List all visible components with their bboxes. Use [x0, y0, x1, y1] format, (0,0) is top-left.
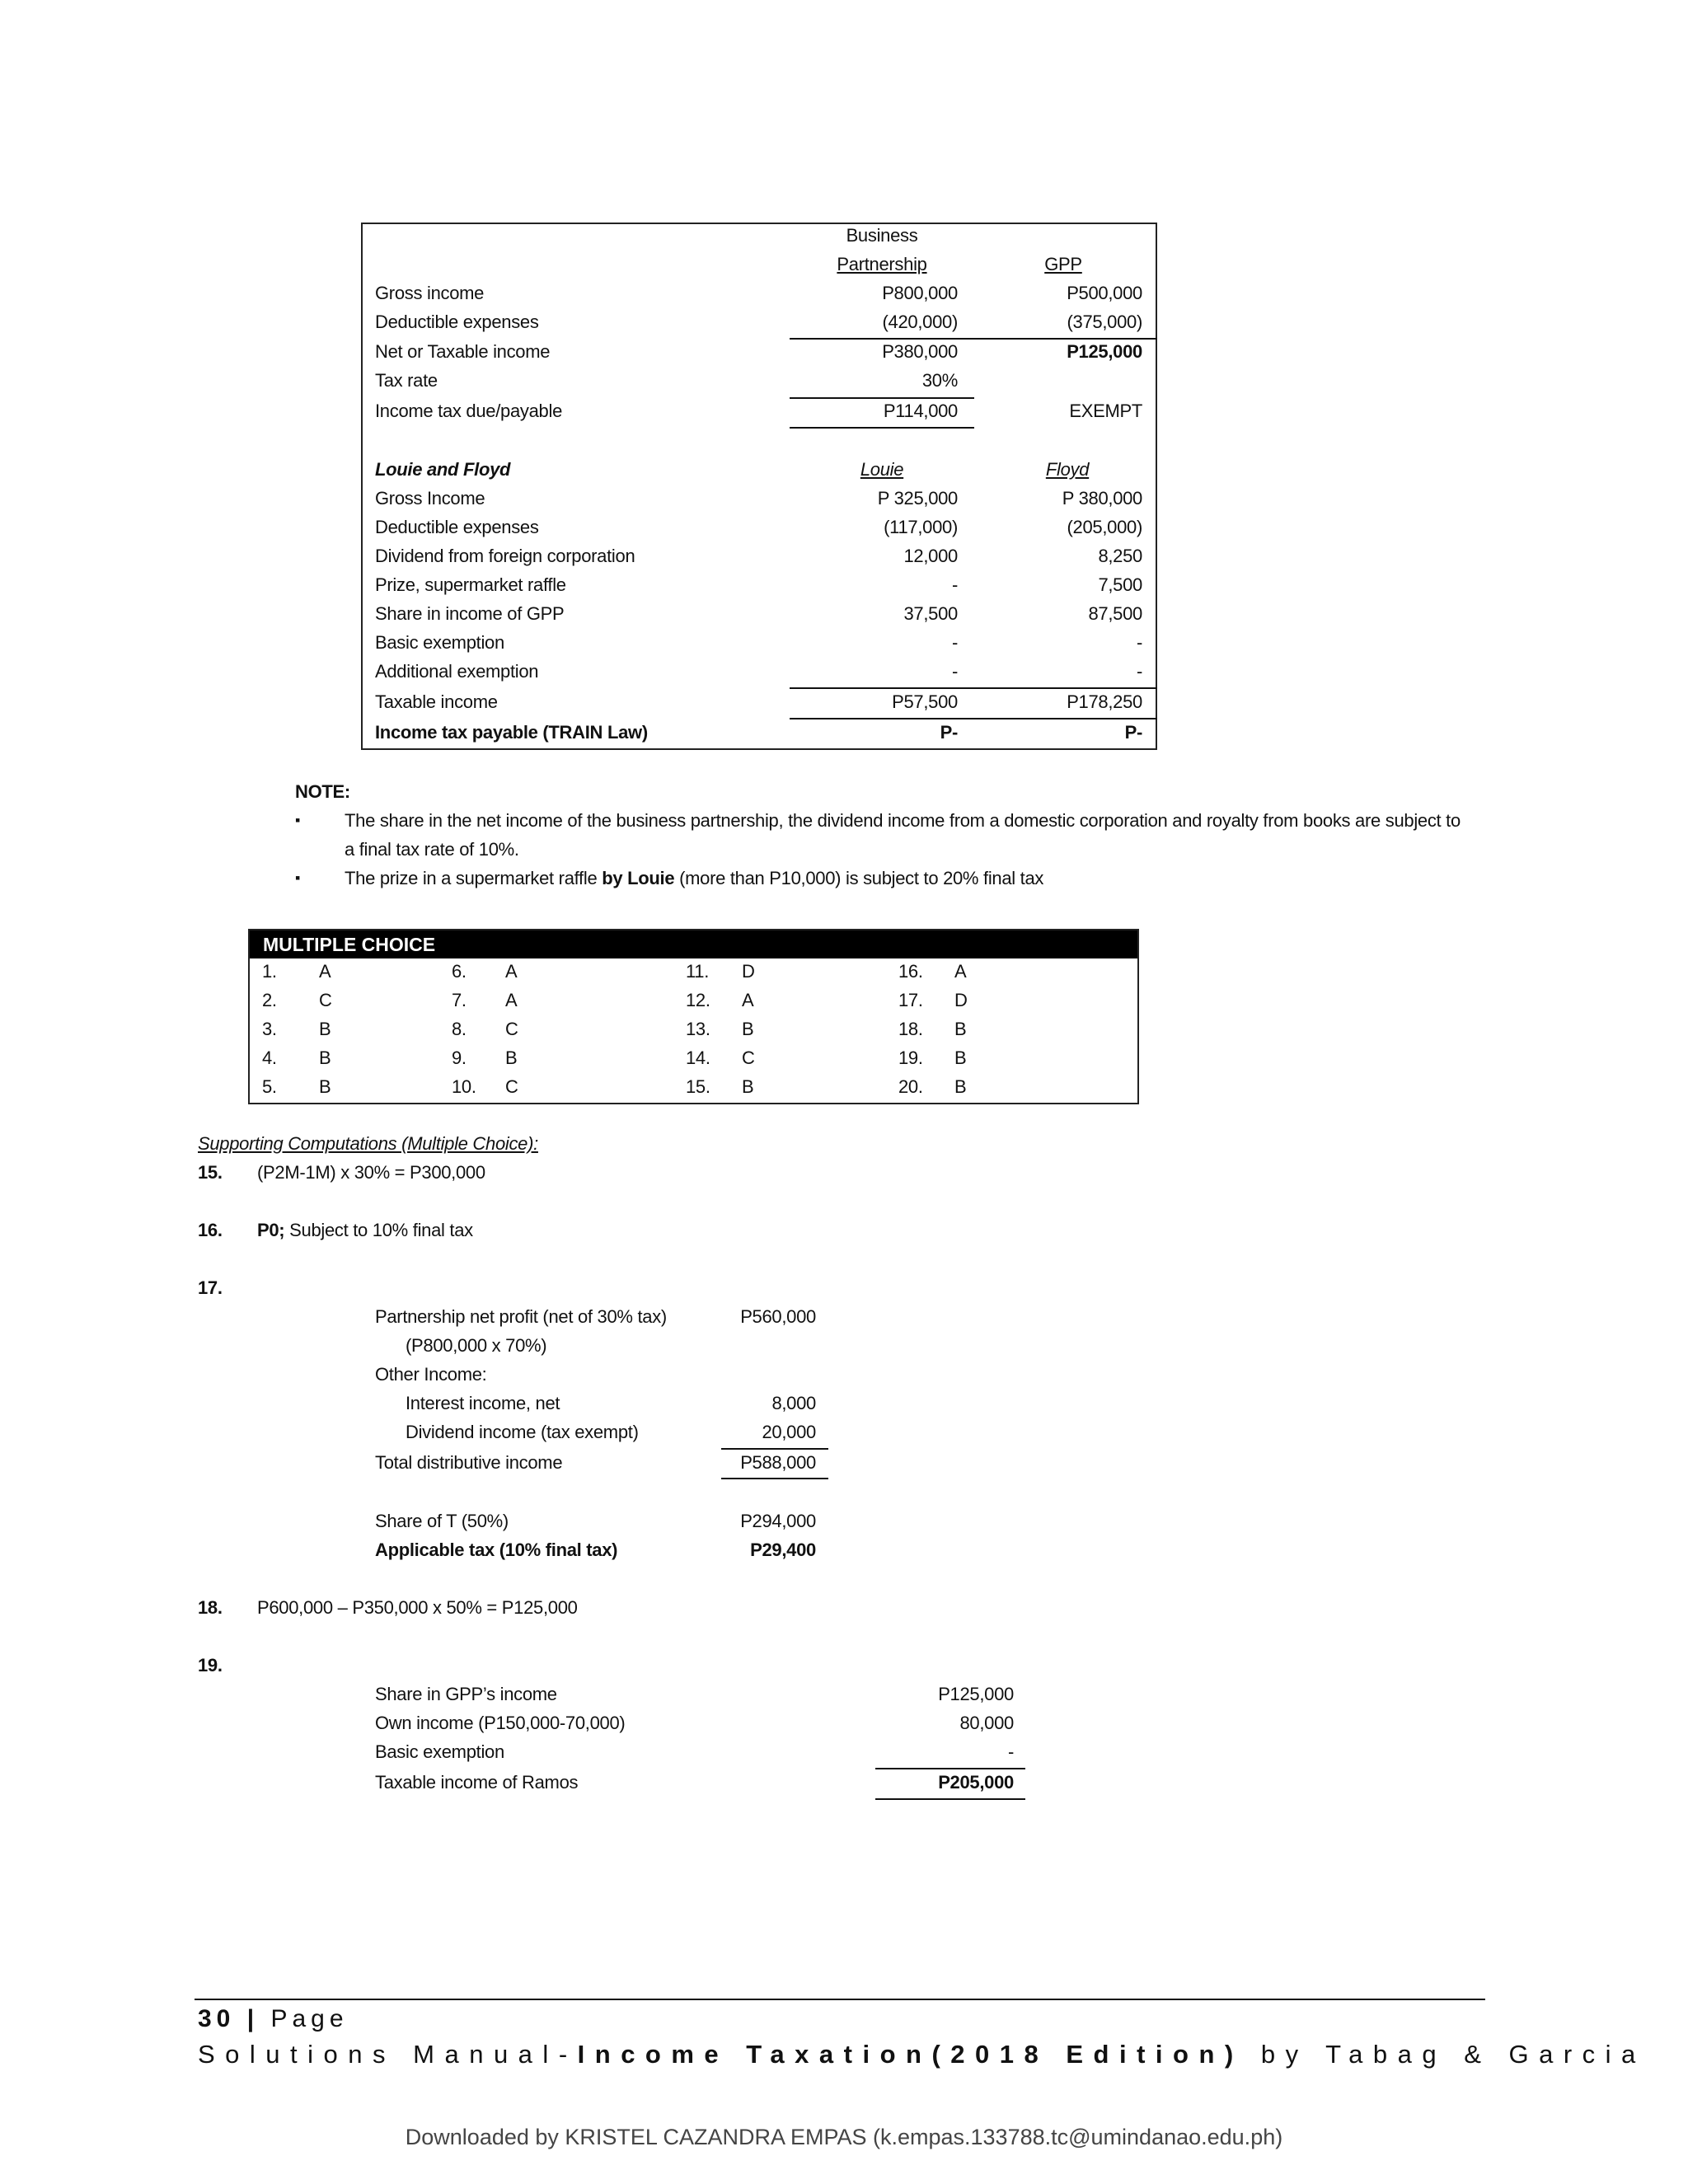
- mc-answer: B: [319, 1047, 331, 1068]
- calc-value: P125,000: [938, 1684, 1014, 1704]
- calc-value: P294,000: [740, 1511, 816, 1531]
- calc-label: Basic exemption: [375, 1741, 504, 1762]
- item-number: 18.: [198, 1597, 223, 1618]
- row-label: Deductible expenses: [375, 312, 539, 332]
- section-title: Louie and Floyd: [375, 459, 511, 480]
- row-label: Net or Taxable income: [375, 341, 551, 362]
- page-separator: |: [246, 2005, 260, 2032]
- bullet-icon: ▪: [295, 869, 301, 886]
- page-num: 30: [198, 2005, 236, 2032]
- calc-value: P29,400: [750, 1540, 816, 1560]
- supporting-title: Supporting Computations (Multiple Choice):: [198, 1133, 538, 1154]
- mc-answer: B: [954, 1076, 967, 1097]
- mc-number: 13.: [686, 1019, 710, 1039]
- calc-label: Partnership net profit (net of 30% tax): [375, 1306, 667, 1327]
- row-value-gpp: P500,000: [1067, 283, 1142, 303]
- mc-number: 2.: [262, 990, 277, 1010]
- calc-label: Share of T (50%): [375, 1511, 509, 1531]
- calc-label: Interest income, net: [406, 1393, 560, 1413]
- row-value-louie: 12,000: [903, 546, 958, 566]
- mc-answer: B: [742, 1076, 754, 1097]
- calc-label: Applicable tax (10% final tax): [375, 1540, 618, 1560]
- mc-number: 12.: [686, 990, 710, 1010]
- note-item-2-bold: by Louie: [602, 868, 675, 888]
- mc-answer: A: [742, 990, 754, 1010]
- note-item-2: [345, 864, 1043, 893]
- row-value-partnership: (420,000): [882, 312, 958, 332]
- row-value-floyd: 87,500: [1088, 603, 1142, 624]
- note-item-2-pre: The prize in a supermarket raffle: [345, 868, 603, 888]
- row-value-floyd: -: [1136, 632, 1142, 653]
- note-item-1: The share in the net income of the business partnership, the dividend income from a domestic corporation and royalty from books are subject to: [345, 810, 1461, 831]
- row-label: Income tax payable (TRAIN Law): [375, 722, 648, 743]
- header-floyd: Floyd: [1045, 459, 1090, 480]
- row-value-floyd: P178,250: [1067, 691, 1142, 712]
- mc-answer: D: [954, 990, 968, 1010]
- calc-value: 20,000: [762, 1422, 816, 1442]
- row-value-gpp: (375,000): [1067, 312, 1142, 332]
- download-notice: Downloaded by KRISTEL CAZANDRA EMPAS (k.empas.133788.tc@umindanao.edu.ph): [405, 2125, 1283, 2149]
- mc-number: 17.: [898, 990, 923, 1010]
- footer-title: [198, 2040, 1646, 2069]
- mc-answer: B: [505, 1047, 518, 1068]
- mc-answer: C: [742, 1047, 755, 1068]
- row-value-louie: P-: [940, 722, 958, 743]
- row-value-floyd: (205,000): [1067, 517, 1142, 537]
- note-item-1-cont: a final tax rate of 10%.: [345, 839, 519, 860]
- calc-label: Own income (P150,000-70,000): [375, 1713, 626, 1733]
- row-value-partnership: P800,000: [882, 283, 958, 303]
- footer-title-pre: Solutions Manual-: [198, 2040, 578, 2069]
- mc-answer: D: [742, 961, 755, 982]
- calc-value: 80,000: [959, 1713, 1014, 1733]
- calc-label: Dividend income (tax exempt): [406, 1422, 639, 1442]
- mc-number: 5.: [262, 1076, 277, 1097]
- row-label: Share in income of GPP: [375, 603, 565, 624]
- mc-answer: C: [319, 990, 332, 1010]
- mc-answer: A: [954, 961, 967, 982]
- header-business: Business: [846, 225, 918, 246]
- calc-label: Total distributive income: [375, 1452, 563, 1473]
- header-gpp: GPP: [1044, 254, 1082, 274]
- header-louie: Louie: [860, 459, 904, 480]
- row-value-louie: -: [951, 574, 958, 595]
- mc-answer: B: [954, 1019, 967, 1039]
- mc-answer: B: [742, 1019, 754, 1039]
- row-value-louie: (117,000): [884, 517, 958, 537]
- mc-number: 16.: [898, 961, 923, 982]
- note-title: NOTE:: [295, 781, 350, 802]
- item-number: 15.: [198, 1162, 223, 1183]
- calc-label: (P800,000 x 70%): [406, 1335, 547, 1356]
- mc-number: 10.: [452, 1076, 476, 1097]
- mc-number: 18.: [898, 1019, 923, 1039]
- row-value-partnership: 30%: [921, 370, 958, 391]
- row-value-gpp: P125,000: [1067, 341, 1142, 362]
- calc-value: P205,000: [938, 1772, 1014, 1793]
- mc-number: 4.: [262, 1047, 277, 1068]
- mc-answer: A: [319, 961, 331, 982]
- mc-number: 14.: [686, 1047, 710, 1068]
- row-label: Gross income: [375, 283, 485, 303]
- row-value-louie: 37,500: [903, 603, 958, 624]
- calc-label: Taxable income of Ramos: [375, 1772, 579, 1793]
- mc-answer: A: [505, 961, 518, 982]
- mc-answer: A: [505, 990, 518, 1010]
- row-label: Additional exemption: [375, 661, 539, 682]
- footer-rule: [195, 1999, 1485, 2000]
- row-value-floyd: 7,500: [1098, 574, 1142, 595]
- row-label: Basic exemption: [375, 632, 504, 653]
- calc-label: Other Income:: [375, 1364, 487, 1385]
- row-value-floyd: P 380,000: [1062, 488, 1142, 509]
- rule: [875, 1798, 1025, 1800]
- row-value-louie: -: [951, 661, 958, 682]
- item-number: 17.: [198, 1277, 223, 1298]
- row-label: Gross Income: [375, 488, 485, 509]
- item-text: [257, 1216, 473, 1244]
- page-number: [198, 2005, 349, 2033]
- page-word: Page: [270, 2005, 349, 2032]
- calc-value: P560,000: [740, 1306, 816, 1327]
- mc-answer: B: [319, 1076, 331, 1097]
- row-value-floyd: -: [1136, 661, 1142, 682]
- mc-answer: B: [954, 1047, 967, 1068]
- mc-number: 7.: [452, 990, 467, 1010]
- item-text: (P2M-1M) x 30% = P300,000: [257, 1162, 485, 1183]
- row-value-louie: P57,500: [892, 691, 958, 712]
- mc-number: 6.: [452, 961, 467, 982]
- calc-value: 8,000: [771, 1393, 816, 1413]
- multiple-choice-header: MULTIPLE CHOICE: [250, 930, 1137, 958]
- row-label: Deductible expenses: [375, 517, 539, 537]
- row-label: Tax rate: [375, 370, 438, 391]
- header-partnership: Partnership: [837, 254, 927, 274]
- row-value-floyd: P-: [1124, 722, 1142, 743]
- mc-number: 8.: [452, 1019, 467, 1039]
- calc-value: -: [1007, 1741, 1014, 1762]
- mc-answer: C: [505, 1019, 518, 1039]
- row-value-louie: -: [951, 632, 958, 653]
- mc-number: 11.: [686, 961, 710, 982]
- calc-label: Share in GPP’s income: [375, 1684, 557, 1704]
- calc-value: P588,000: [740, 1452, 816, 1473]
- mc-number: 9.: [452, 1047, 467, 1068]
- mc-number: 20.: [898, 1076, 923, 1097]
- mc-number: 3.: [262, 1019, 277, 1039]
- rule: [721, 1478, 828, 1479]
- row-label: Income tax due/payable: [375, 401, 562, 421]
- item-number: 19.: [198, 1655, 223, 1675]
- note-item-2-post: (more than P10,000) is subject to 20% final tax: [674, 868, 1044, 888]
- row-label: Dividend from foreign corporation: [375, 546, 635, 566]
- footer-title-bold: Income Taxation(2018 Edition): [577, 2040, 1244, 2069]
- mc-number: 19.: [898, 1047, 923, 1068]
- row-label: Taxable income: [375, 691, 498, 712]
- row-value-partnership: P380,000: [882, 341, 958, 362]
- footer-title-post: by Tabag & Garcia: [1243, 2040, 1646, 2069]
- mc-answer: C: [505, 1076, 518, 1097]
- mc-number: 15.: [686, 1076, 710, 1097]
- row-value-floyd: 8,250: [1098, 546, 1142, 566]
- rule: [790, 427, 974, 429]
- item-bold: P0;: [257, 1220, 285, 1240]
- item-text: P600,000 – P350,000 x 50% = P125,000: [257, 1597, 578, 1618]
- mc-number: 1.: [262, 961, 277, 982]
- item-number: 16.: [198, 1220, 223, 1240]
- row-value-gpp: EXEMPT: [1069, 401, 1142, 421]
- item-rest: Subject to 10% final tax: [284, 1220, 473, 1240]
- row-value-partnership: P114,000: [883, 401, 958, 421]
- bullet-icon: ▪: [295, 812, 301, 828]
- mc-answer: B: [319, 1019, 331, 1039]
- row-value-louie: P 325,000: [877, 488, 958, 509]
- row-label: Prize, supermarket raffle: [375, 574, 566, 595]
